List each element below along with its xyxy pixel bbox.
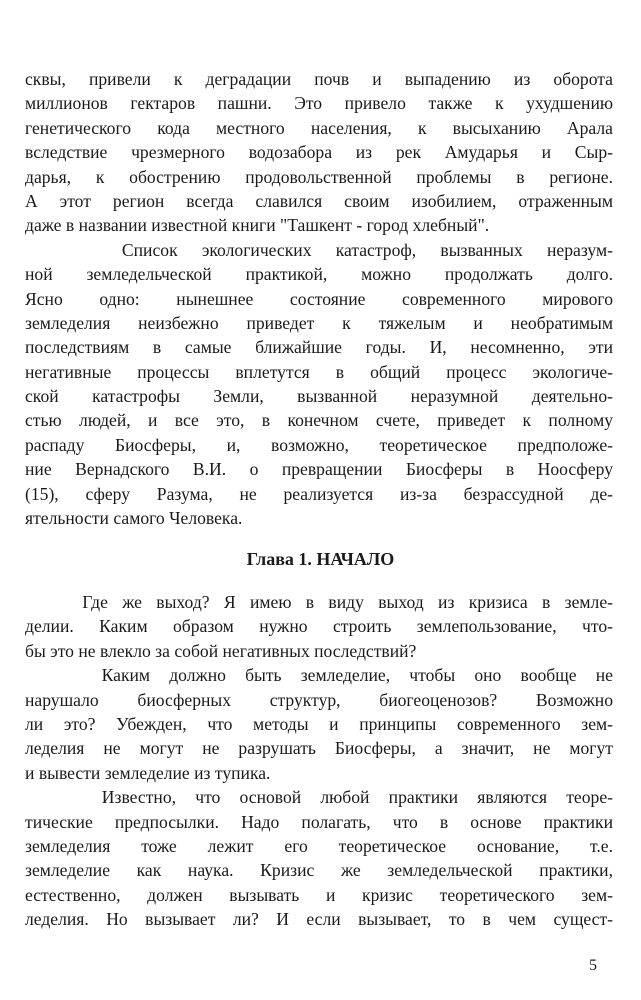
text-line: последствиям в самые ближайшие годы. И, несомненно, эти — [25, 337, 613, 358]
text-line: земледелия тоже лежит его теоретическое основание, т.е. — [25, 835, 613, 856]
text-line: леделия. Но вызывает ли? И если вызывает, то в чем сущест- — [25, 909, 613, 930]
text-line: ли это? Убежден, что методы и принципы современного зем- — [25, 713, 613, 734]
text-line: даже в названии известной книги "Ташкент - город хлебный". — [25, 215, 490, 236]
text-line: негативные процессы вплетутся в общий процесс экологиче- — [25, 361, 613, 382]
text-line: стью людей, и все это, в конечном счете, приведет к полному — [25, 410, 613, 431]
text-line: А этот регион всегда славился своим изобилием, отраженным — [25, 190, 613, 211]
text-line: Известно, что основой любой практики являются теоре- — [25, 787, 613, 808]
text-block-intro — [25, 67, 613, 530]
text-line: земледелие как наука. Кризис же земледельческой практики, — [25, 860, 613, 881]
text-line: естественно, должен вызывать и кризис теоретического зем- — [25, 884, 613, 905]
text-line: (15), сферу Разума, не реализуется из-за безрассудной де- — [25, 483, 613, 504]
text-line: ятельности самого Человека. — [25, 508, 243, 529]
chapter-title: Глава 1. НАЧАЛО — [246, 549, 395, 569]
text-line: миллионов гектаров пашни. Это привело также к ухудшению — [25, 93, 613, 114]
text-line: Каким должно быть земледелие, чтобы оно вообще не — [25, 665, 613, 686]
text-line: делии. Каким образом нужно строить землепользование, что- — [25, 616, 613, 637]
text-line: Ясно одно: нынешнее состояние современного мирового — [25, 288, 613, 309]
text-line: нарушало биосферных структур, биогеоценозов? Возможно — [25, 689, 613, 710]
text-line: дарья, к обострению продовольственной проблемы в регионе. — [25, 166, 613, 187]
text-line: Список экологических катастроф, вызванных неразум- — [25, 239, 613, 260]
text-line: распаду Биосферы, и, возможно, теоретическое предположе- — [25, 434, 613, 455]
text-line: ной земледельческой практикой, можно продолжать долго. — [25, 264, 613, 285]
text-line: ние Вернадского В.И. о превращении Биосферы в Ноосферу — [25, 459, 613, 480]
text-line: Где же выход? Я имею в виду выход из кризиса в земле- — [25, 592, 613, 612]
text-line: тические предпосылки. Надо полагать, что в основе практики — [25, 811, 613, 832]
text-line: ской катастрофы Земли, вызванной неразумной деятельно- — [25, 386, 613, 407]
text-line: и вывести земледелие из тупика. — [25, 762, 271, 783]
text-line: леделия не могут не разрушать Биосферы, а значит, не могут — [25, 738, 613, 759]
text-line: сквы, привели к деградации почв и выпадению из оборота — [25, 69, 613, 89]
text-line: бы это не влекло за собой негативных последствий? — [25, 640, 417, 661]
page-number: 5 — [589, 957, 597, 974]
text-block-chapter — [25, 590, 613, 931]
text-line: земледелия неизбежно приведет к тяжелым и необратимым — [25, 312, 613, 333]
text-line: генетического кода местного населения, к высыханию Арала — [25, 117, 613, 138]
text-line: вследствие чрезмерного водозабора из рек Амударья и Сыр- — [25, 142, 613, 163]
